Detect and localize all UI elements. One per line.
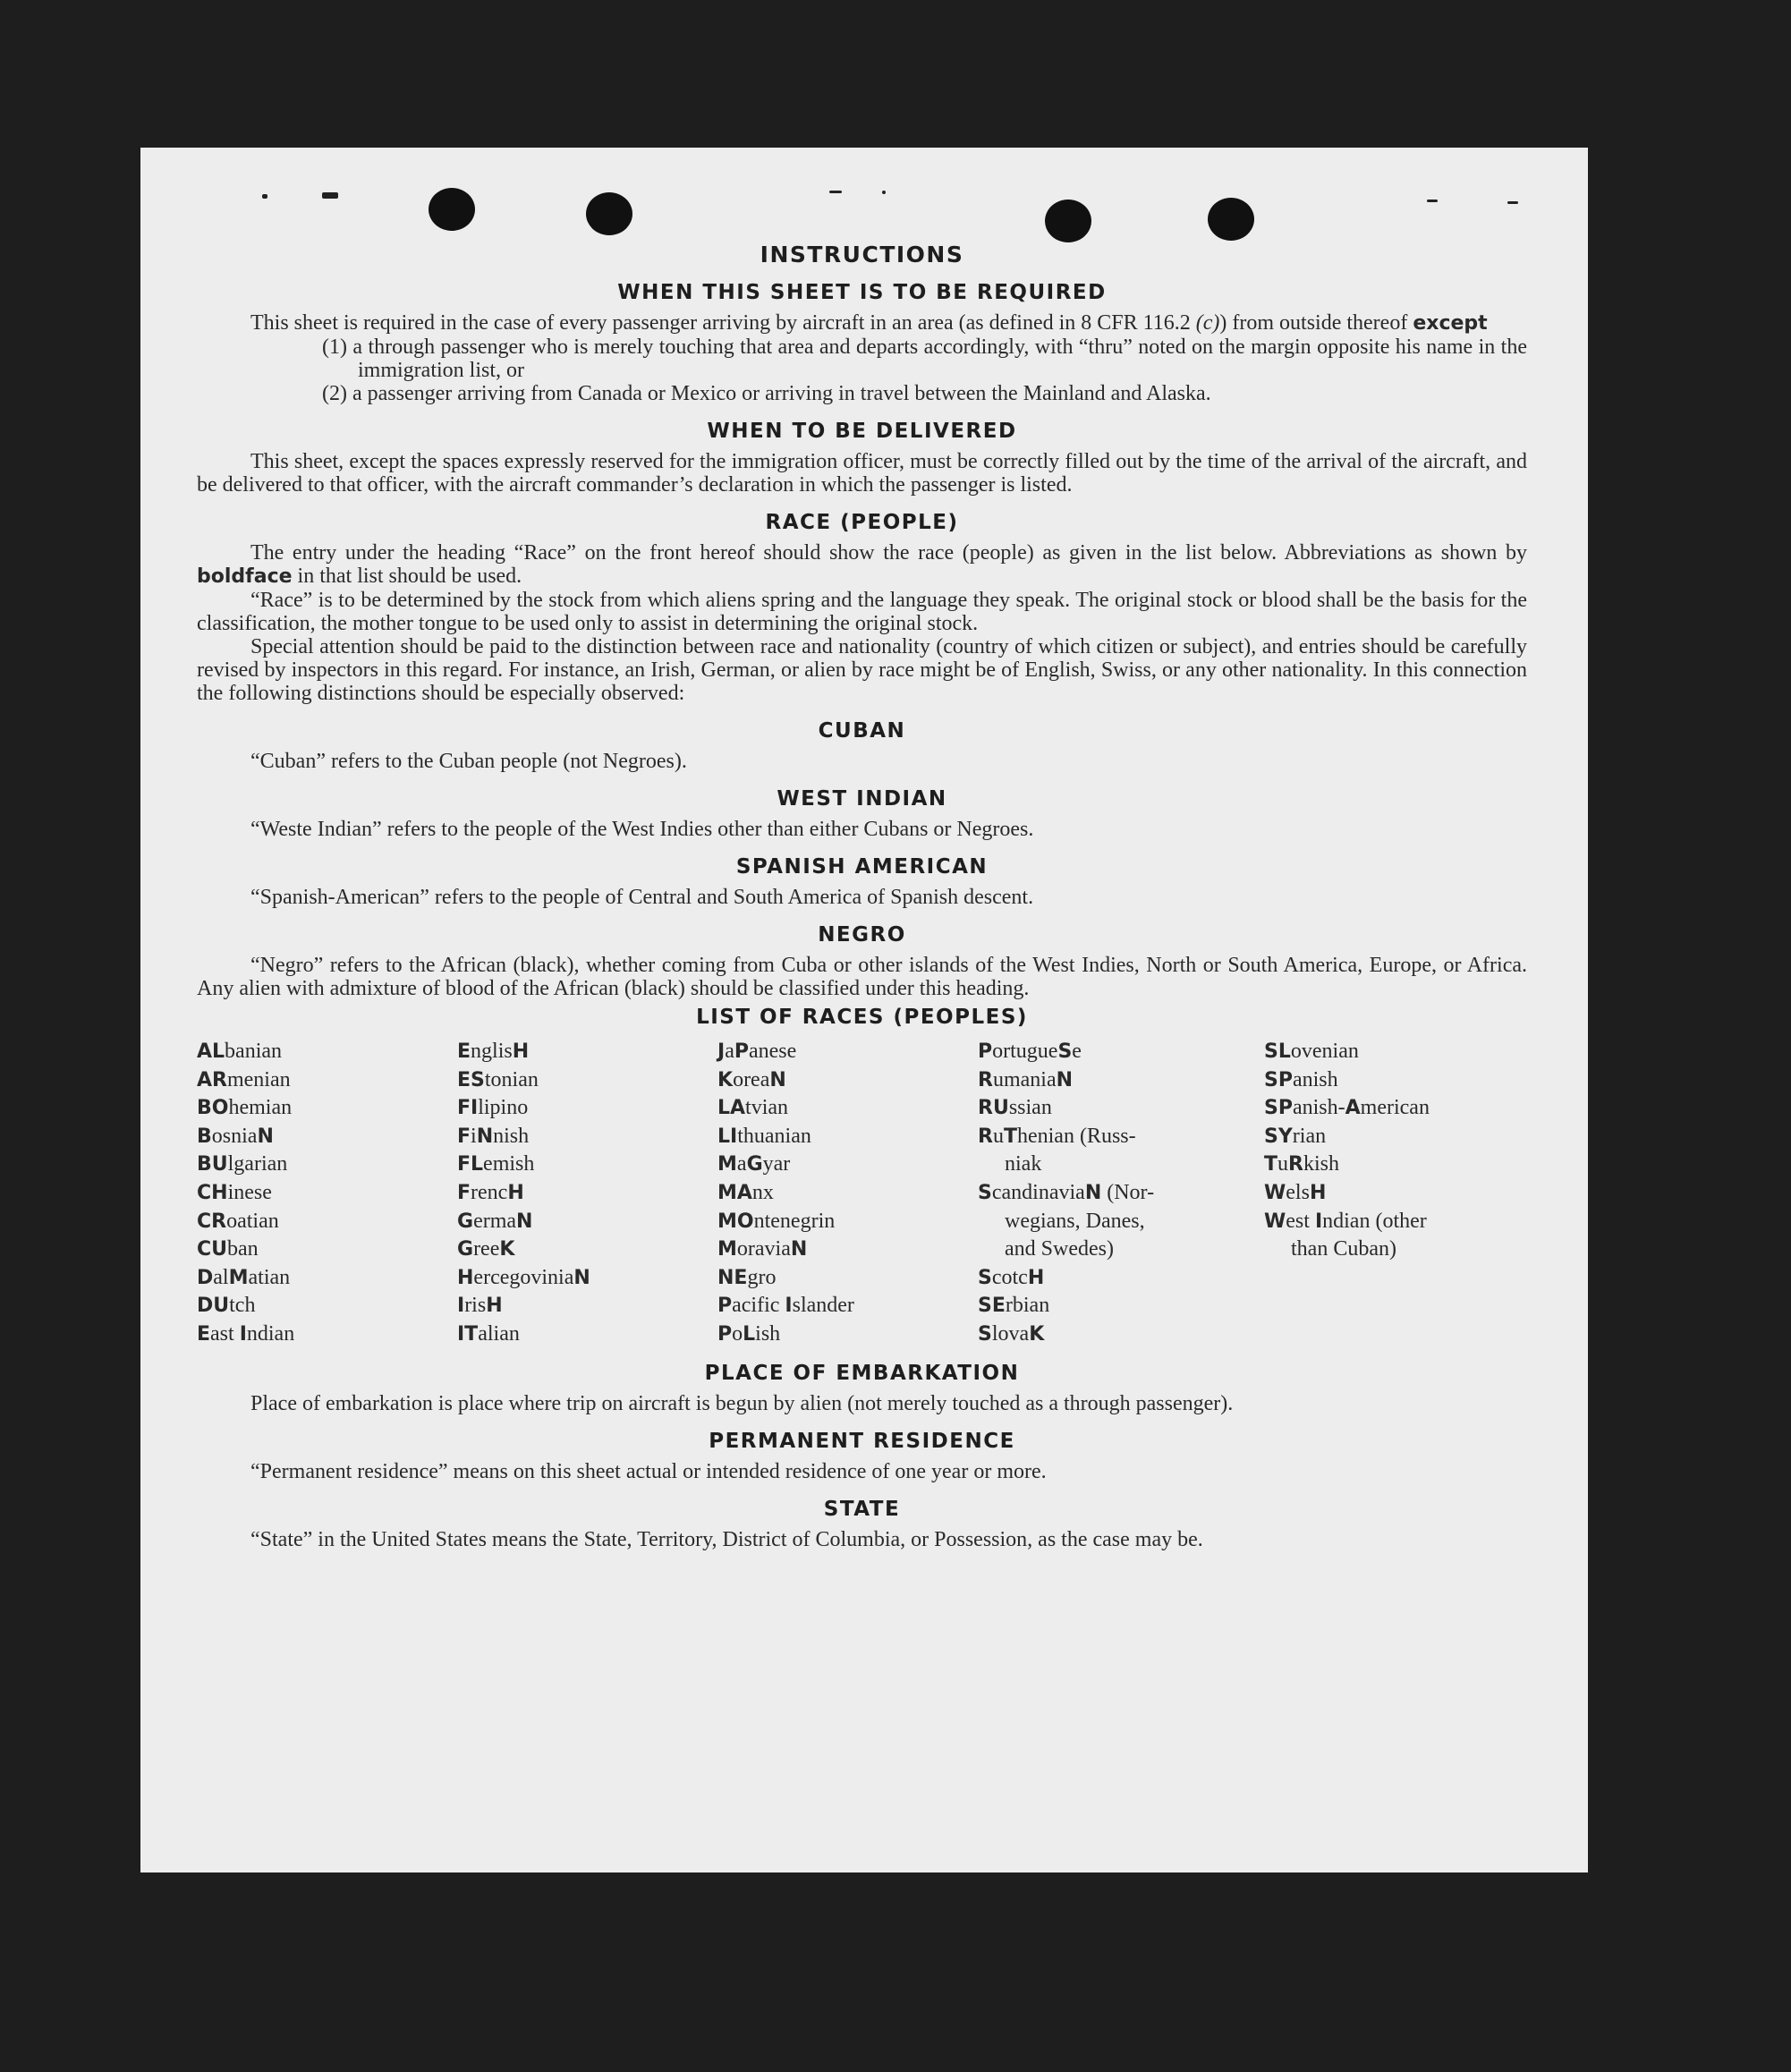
negro-text: “Negro” refers to the African (black), whether coming from Cuba or other islands of the West Indies, North or South America, Europe, or Africa. Any alien with admixture of blood of the African (black) should be classified under this heading. <box>197 954 1527 1000</box>
west-indian-text: “Weste Indian” refers to the people of the West Indies other than either Cubans or Negroes. <box>250 818 1034 841</box>
race-text: osnia <box>211 1124 258 1148</box>
race-entry <box>197 1292 457 1320</box>
race-entry <box>717 1094 978 1123</box>
race-entry <box>717 1320 978 1349</box>
delivered-text: This sheet, except the spaces expressly reserved for the immigration officer, must be correctly filled out by the time of the arrival of the aircraft, and be delivered to that officer, with the aircraft commander’s declaration in which the passenger is listed. <box>197 450 1527 497</box>
race-abbrev-letters: N <box>1084 1181 1102 1204</box>
race-text: o <box>732 1321 743 1346</box>
race-abbrev-letters: CH <box>197 1181 228 1204</box>
race-abbrev-letters: H <box>486 1295 503 1318</box>
race-abbrev-letters: SY <box>1264 1125 1293 1148</box>
race-abbrev-letters: SE <box>978 1295 1006 1318</box>
scan-speck <box>1427 200 1438 202</box>
race-abbrev-letters: CU <box>197 1238 228 1261</box>
race-text: u <box>992 1124 1004 1148</box>
required-intro <box>197 311 1527 335</box>
race-abbrev-letters: L <box>743 1322 756 1346</box>
race-entry <box>197 1179 457 1208</box>
race-abbrev-letters: N <box>790 1238 808 1261</box>
race-paragraph-1 <box>197 541 1527 589</box>
race-abbrev-letters: H <box>457 1266 474 1289</box>
race-text: lova <box>991 1321 1030 1346</box>
race-text: emish <box>483 1152 535 1176</box>
heading-state: STATE <box>823 1497 901 1521</box>
scan-speck <box>829 191 842 193</box>
race-text: slander <box>792 1294 854 1318</box>
races-column-2 <box>457 1038 717 1349</box>
race-text: ast <box>210 1321 240 1346</box>
race-abbrev-letters: E <box>457 1040 471 1063</box>
race-text: nglis <box>471 1040 513 1063</box>
race-entry <box>197 1236 457 1264</box>
page-title: INSTRUCTIONS <box>760 242 964 267</box>
race-text: rbian <box>1005 1294 1050 1318</box>
race-text: els <box>1286 1180 1310 1204</box>
race-abbrev-letters: H <box>507 1181 524 1204</box>
race-abbrev-letters: I <box>457 1295 465 1318</box>
races-column-5 <box>1264 1038 1532 1349</box>
race-text: renc <box>471 1180 508 1204</box>
race-abbrev-letters: SP <box>1264 1097 1293 1120</box>
race-abbrev-letters: P <box>734 1040 749 1063</box>
race-text: ree <box>473 1237 500 1261</box>
spanish-american-text: “Spanish-American” refers to the people of Central and South America of Spanish descent. <box>250 886 1034 909</box>
race-abbrev-letters: R <box>1288 1153 1303 1176</box>
race-abbrev-letters: W <box>1264 1210 1286 1233</box>
race-entry <box>1264 1208 1532 1236</box>
race-abbrev-letters: H <box>512 1040 530 1063</box>
race-text: yar <box>762 1152 791 1176</box>
race-abbrev-letters: P <box>717 1295 733 1318</box>
race-abbrev-letters: H <box>1027 1266 1045 1289</box>
race-entry <box>1264 1236 1532 1264</box>
race-text: nx <box>751 1180 774 1204</box>
required-intro-ref: (c) <box>1195 311 1220 335</box>
race-text: erma <box>473 1209 517 1233</box>
heading-place-of-embarkation: PLACE OF EMBARKATION <box>704 1361 1020 1385</box>
race-entry <box>1264 1066 1532 1095</box>
race-entry <box>457 1123 717 1151</box>
races-column-1 <box>197 1038 457 1349</box>
race-text: oatian <box>226 1209 279 1233</box>
race-abbrev-letters: M <box>228 1266 249 1289</box>
race-abbrev-letters: I <box>785 1295 793 1318</box>
race-abbrev-letters: P <box>717 1322 733 1346</box>
race-entry <box>978 1151 1264 1179</box>
scan-speck <box>882 191 886 194</box>
race-abbrev-letters: N <box>573 1266 590 1289</box>
race-abbrev-letters: DU <box>197 1295 230 1318</box>
race-entry <box>457 1208 717 1236</box>
race-text: inese <box>227 1180 272 1204</box>
race-entry <box>197 1038 457 1066</box>
race-text: rian <box>1292 1124 1327 1148</box>
race-text: lgarian <box>227 1152 288 1176</box>
race-entry <box>197 1123 457 1151</box>
race-text: ortugue <box>992 1040 1058 1063</box>
race-text: thuanian <box>737 1124 811 1148</box>
race-text: anish- <box>1292 1096 1345 1120</box>
race-entry <box>717 1038 978 1066</box>
race-entry <box>717 1151 978 1179</box>
cuban-text: “Cuban” refers to the Cuban people (not Negroes). <box>250 750 687 773</box>
heading-permanent-residence: PERMANENT RESIDENCE <box>709 1429 1015 1453</box>
race-abbrev-letters: BU <box>197 1153 228 1176</box>
race-abbrev-letters: N <box>476 1125 494 1148</box>
scan-speck <box>322 192 338 199</box>
race-entry <box>978 1094 1264 1123</box>
heading-when-delivered: WHEN TO BE DELIVERED <box>707 420 1017 443</box>
instruction-sheet <box>140 148 1588 1872</box>
punch-hole <box>586 192 632 235</box>
race-entry <box>978 1123 1264 1151</box>
race-abbrev-letters: G <box>746 1153 763 1176</box>
race-entry <box>1264 1123 1532 1151</box>
race-abbrev-letters: P <box>978 1040 993 1063</box>
race-text: nish <box>493 1124 530 1148</box>
race-text: u <box>1277 1152 1289 1176</box>
race-abbrev-letters: K <box>499 1238 515 1261</box>
race-text: than Cuban) <box>1291 1237 1396 1261</box>
race-text: al <box>213 1265 229 1289</box>
race-entry <box>978 1320 1264 1349</box>
race-abbrev-letters: ES <box>457 1068 485 1091</box>
punch-hole <box>1045 200 1091 242</box>
race-text: a <box>736 1152 747 1176</box>
boldface-word: boldface <box>197 565 293 588</box>
residence-text: “Permanent residence” means on this sheet actual or intended residence of one year or more. <box>250 1459 1047 1483</box>
race-entry <box>457 1038 717 1066</box>
race-abbrev-letters: M <box>717 1238 737 1261</box>
race-text: ish <box>755 1321 781 1346</box>
races-list <box>197 1038 1527 1349</box>
race-entry <box>978 1179 1264 1208</box>
race-p1-a: The entry under the heading “Race” on the front hereof should show the race (people) as given in the list below. Abbreviations as shown by <box>250 541 1527 565</box>
race-abbrev-letters: W <box>1264 1181 1286 1204</box>
race-text: henian (Russ- <box>1016 1124 1136 1148</box>
except-word: except <box>1413 312 1488 335</box>
punch-hole <box>1208 198 1254 241</box>
race-abbrev-letters: D <box>197 1266 214 1289</box>
race-abbrev-letters: J <box>717 1040 726 1063</box>
race-text: anese <box>748 1040 797 1063</box>
heading-when-required: WHEN THIS SHEET IS TO BE REQUIRED <box>617 281 1107 304</box>
race-abbrev-letters: T <box>1264 1153 1278 1176</box>
race-text: umania <box>992 1067 1057 1091</box>
race-abbrev-letters: AL <box>197 1040 225 1063</box>
heading-spanish-american: SPANISH AMERICAN <box>735 855 989 879</box>
race-abbrev-letters: AR <box>197 1068 227 1091</box>
race-abbrev-letters: F <box>457 1125 471 1148</box>
punch-hole <box>429 188 475 231</box>
race-entry <box>717 1179 978 1208</box>
race-abbrev-letters: LA <box>717 1097 746 1120</box>
race-text: i <box>471 1124 477 1148</box>
race-paragraph-3: Special attention should be paid to the distinction between race and nationality (country of which citizen or subject), and entries should be carefully revised by inspectors in this regard. For instance, an Irish, German, or alien by race might be of English, Swiss, or any other nationality. In this connection the following distinctions should be especially observed: <box>197 635 1527 705</box>
race-text: and Swedes) <box>1005 1237 1114 1261</box>
race-text: ssian <box>1008 1096 1052 1120</box>
race-text: ndian (other <box>1322 1209 1427 1233</box>
race-entry <box>717 1236 978 1264</box>
race-abbrev-letters: G <box>457 1210 474 1233</box>
race-text: ntenegrin <box>753 1209 836 1233</box>
race-entry <box>457 1179 717 1208</box>
race-entry <box>1264 1179 1532 1208</box>
race-text: e <box>1072 1040 1082 1063</box>
race-text: atian <box>248 1265 291 1289</box>
race-text: acific <box>732 1294 785 1318</box>
race-text: lipino <box>478 1096 529 1120</box>
required-intro-tail: ) from outside thereof <box>1219 311 1408 335</box>
heading-west-indian: WEST INDIAN <box>777 787 947 811</box>
race-abbrev-letters: FL <box>457 1153 484 1176</box>
race-entry <box>978 1292 1264 1320</box>
race-abbrev-letters: N <box>1056 1068 1074 1091</box>
race-p1-b: in that list should be used. <box>297 565 522 588</box>
race-abbrev-letters: G <box>457 1238 474 1261</box>
race-abbrev-letters: M <box>717 1153 737 1176</box>
race-entry <box>457 1094 717 1123</box>
heading-negro: NEGRO <box>818 923 906 947</box>
required-item-2: (2) a passenger arriving from Canada or Mexico or arriving in travel between the Mainland and Alaska. <box>322 382 1211 405</box>
race-entry <box>457 1320 717 1349</box>
race-text: oravia <box>736 1237 791 1261</box>
race-entry <box>1264 1038 1532 1066</box>
race-text: est <box>1286 1209 1315 1233</box>
scan-speck <box>1507 201 1518 204</box>
race-abbrev-letters: RU <box>978 1097 1009 1120</box>
race-entry <box>1264 1151 1532 1179</box>
race-entry <box>978 1236 1264 1264</box>
race-abbrev-letters: MO <box>717 1210 754 1233</box>
race-entry <box>717 1208 978 1236</box>
race-abbrev-letters: LI <box>717 1125 738 1148</box>
race-abbrev-letters: CR <box>197 1210 227 1233</box>
heading-list-of-races: LIST OF RACES (PEOPLES) <box>696 1006 1028 1029</box>
race-text: ercegovinia <box>473 1265 574 1289</box>
race-abbrev-letters: A <box>1345 1097 1361 1120</box>
race-abbrev-letters: NE <box>717 1266 748 1289</box>
race-abbrev-letters: IT <box>457 1322 479 1346</box>
state-text: “State” in the United States means the State, Territory, District of Columbia, or Possession, as the case may be. <box>250 1527 1203 1551</box>
race-text: ovenian <box>1290 1040 1359 1063</box>
race-text: banian <box>225 1040 283 1063</box>
race-text: ris <box>464 1294 487 1318</box>
embarkation-text: Place of embarkation is place where trip on aircraft is begun by alien (not merely touched as a through passenger). <box>250 1391 1234 1415</box>
race-entry <box>197 1264 457 1293</box>
race-abbrev-letters: S <box>978 1322 992 1346</box>
race-text: tonian <box>484 1067 539 1091</box>
race-text: menian <box>226 1067 291 1091</box>
race-entry <box>978 1264 1264 1293</box>
race-entry <box>197 1151 457 1179</box>
race-abbrev-letters: S <box>1057 1040 1073 1063</box>
race-entry <box>1264 1094 1532 1123</box>
race-abbrev-letters: R <box>978 1125 993 1148</box>
races-column-3 <box>717 1038 978 1349</box>
race-entry <box>457 1292 717 1320</box>
race-paragraph-2: “Race” is to be determined by the stock from which aliens spring and the language they speak. The original stock or blood shall be the basis for the classification, the mother tongue to be used only to assist in determining the original stock. <box>197 589 1527 635</box>
required-intro-text: This sheet is required in the case of every passenger arriving by aircraft in an area (as defined in 8 CFR 116.2 <box>250 311 1191 335</box>
race-entry <box>717 1123 978 1151</box>
race-entry <box>978 1208 1264 1236</box>
race-abbrev-letters: K <box>1029 1322 1045 1346</box>
race-entry <box>457 1236 717 1264</box>
race-entry <box>978 1066 1264 1095</box>
race-abbrev-letters: SP <box>1264 1068 1293 1091</box>
heading-cuban: CUBAN <box>818 719 906 743</box>
race-entry <box>197 1094 457 1123</box>
race-text: kish <box>1303 1152 1339 1176</box>
race-entry <box>457 1151 717 1179</box>
scan-speck <box>262 194 267 199</box>
race-abbrev-letters: N <box>257 1125 274 1148</box>
race-abbrev-letters: SL <box>1264 1040 1291 1063</box>
race-text: hemian <box>228 1096 293 1120</box>
race-abbrev-letters: R <box>978 1068 993 1091</box>
race-abbrev-letters: H <box>1309 1181 1327 1204</box>
race-text: tch <box>229 1294 256 1318</box>
race-text: candinavia <box>991 1180 1085 1204</box>
race-entry <box>717 1264 978 1293</box>
race-entry <box>717 1292 978 1320</box>
race-abbrev-letters: S <box>978 1266 992 1289</box>
race-entry <box>978 1038 1264 1066</box>
race-text: ndian <box>246 1321 295 1346</box>
race-abbrev-letters: N <box>769 1068 786 1091</box>
race-entry <box>197 1320 457 1349</box>
race-abbrev-letters: T <box>1003 1125 1017 1148</box>
race-abbrev-letters: FI <box>457 1097 479 1120</box>
race-text: gro <box>747 1265 777 1289</box>
race-text: cotc <box>991 1265 1028 1289</box>
race-text: anish <box>1292 1067 1338 1091</box>
race-entry <box>197 1208 457 1236</box>
race-text: tvian <box>745 1096 789 1120</box>
race-text: a <box>725 1040 734 1063</box>
race-text: merican <box>1360 1096 1430 1120</box>
race-entry <box>457 1264 717 1293</box>
race-abbrev-letters: N <box>516 1210 533 1233</box>
race-abbrev-letters: I <box>239 1322 247 1346</box>
race-abbrev-letters: BO <box>197 1097 229 1120</box>
heading-race: RACE (PEOPLE) <box>765 511 959 534</box>
race-entry <box>197 1066 457 1095</box>
race-text: wegians, Danes, <box>1005 1209 1145 1233</box>
race-text: alian <box>478 1321 520 1346</box>
race-abbrev-letters: I <box>1314 1210 1323 1233</box>
race-text: (Nor- <box>1101 1180 1155 1204</box>
race-text: ban <box>227 1237 259 1261</box>
race-abbrev-letters: E <box>197 1322 211 1346</box>
race-abbrev-letters: MA <box>717 1181 752 1204</box>
race-abbrev-letters: B <box>197 1125 212 1148</box>
race-entry <box>457 1066 717 1095</box>
races-column-4 <box>978 1038 1264 1349</box>
race-text: orea <box>733 1067 770 1091</box>
required-item-1: (1) a through passenger who is merely touching that area and departs accordingly, with “thru” noted on the margin opposite his name in the immigration list, or <box>322 335 1527 382</box>
race-text: niak <box>1005 1152 1042 1176</box>
race-entry <box>717 1066 978 1095</box>
race-abbrev-letters: F <box>457 1181 471 1204</box>
race-abbrev-letters: S <box>978 1181 992 1204</box>
race-abbrev-letters: K <box>717 1068 734 1091</box>
